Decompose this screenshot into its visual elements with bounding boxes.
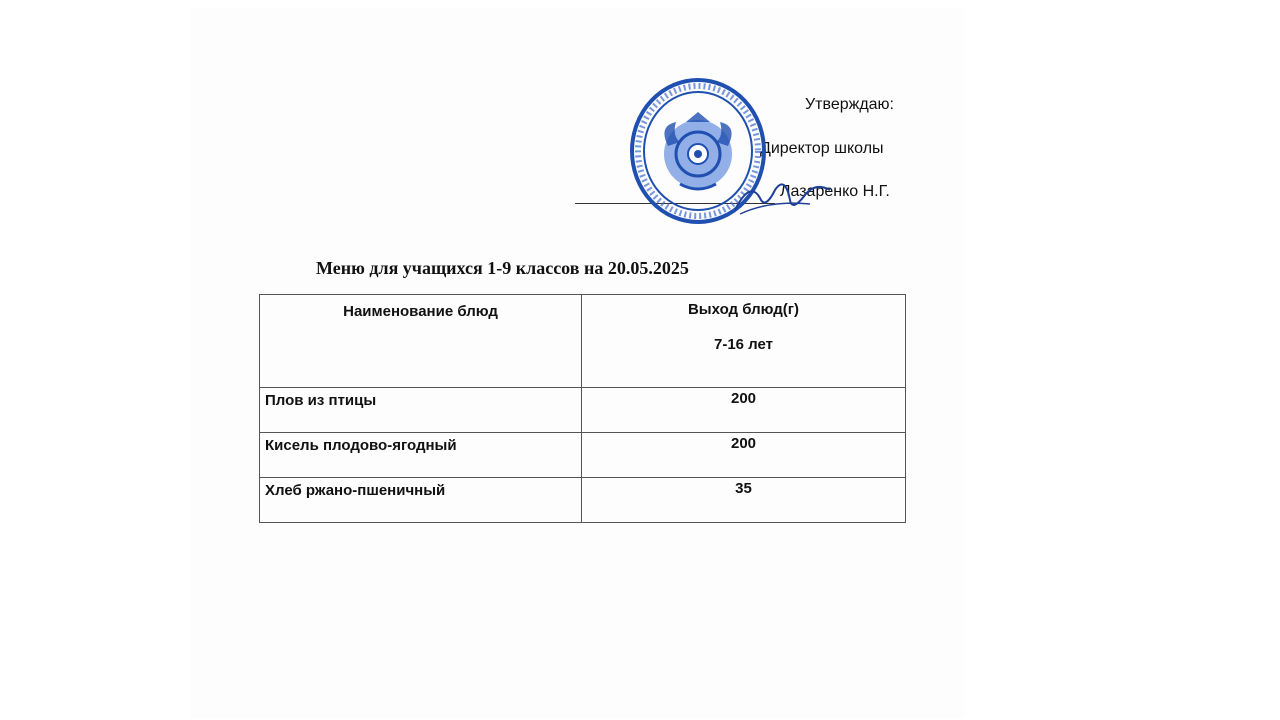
approval-position: Директор школы <box>760 140 884 157</box>
header-yield <box>582 295 906 388</box>
menu-table <box>259 294 906 523</box>
table-header-row <box>260 295 906 388</box>
header-dish-name <box>260 295 582 388</box>
table-row <box>260 433 906 478</box>
dish-name: Плов из птицы <box>260 388 582 433</box>
menu-title: Меню для учащихся 1-9 классов на 20.05.2025 <box>316 258 689 278</box>
table-row <box>260 388 906 433</box>
approval-title: Утверждаю: <box>805 96 894 113</box>
header-dish-label: Наименование блюд <box>343 303 498 320</box>
dish-name: Кисель плодово-ягодный <box>260 433 582 478</box>
handwritten-signature-icon <box>730 170 840 220</box>
dish-amount: 35 <box>582 478 906 523</box>
approval-name: Лазаренко Н.Г. <box>780 183 890 200</box>
dish-name: Хлеб ржано-пшеничный <box>260 478 582 523</box>
header-yield-label: Выход блюд(г) <box>687 301 800 318</box>
table-row <box>260 478 906 523</box>
dish-amount: 200 <box>582 388 906 433</box>
dish-amount: 200 <box>582 433 906 478</box>
header-age-label: 7-16 лет <box>713 336 773 353</box>
